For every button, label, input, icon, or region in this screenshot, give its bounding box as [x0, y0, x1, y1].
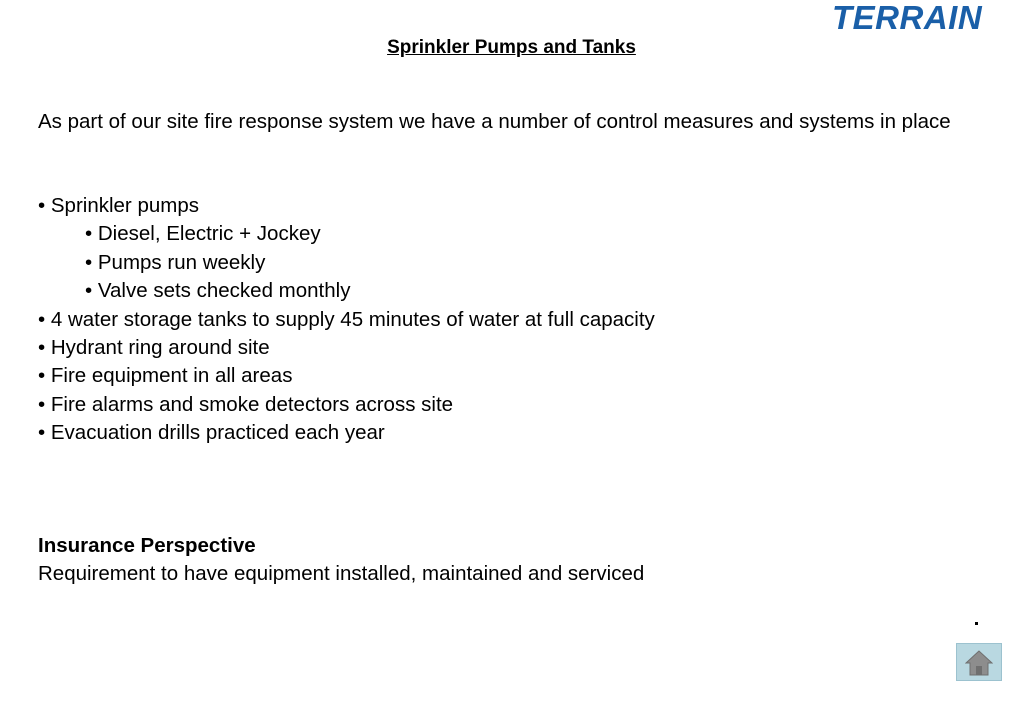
- bullet-item: • 4 water storage tanks to supply 45 minutes of water at full capacity: [38, 307, 655, 331]
- sub-bullet-item: • Diesel, Electric + Jockey: [85, 222, 321, 246]
- sub-bullet-item: • Valve sets checked monthly: [85, 279, 351, 303]
- home-button[interactable]: [956, 643, 1002, 681]
- bullet-item: • Fire alarms and smoke detectors across site: [38, 392, 454, 416]
- bullet-list: [38, 192, 655, 448]
- bullet-item: • Fire equipment in all areas: [38, 364, 293, 388]
- stray-dot: [975, 622, 978, 625]
- terrain-logo: TERRAIN: [832, 0, 983, 36]
- insurance-text: Requirement to have equipment installed, maintained and serviced: [38, 562, 645, 585]
- slide-title: Sprinkler Pumps and Tanks: [387, 37, 636, 58]
- insurance-heading: Insurance Perspective: [38, 534, 256, 557]
- home-icon: [965, 649, 993, 677]
- intro-paragraph: As part of our site fire response system we have a number of control measures and systems in place: [38, 110, 951, 133]
- sub-bullet-item: • Pumps run weekly: [85, 250, 266, 274]
- bullet-item: • Hydrant ring around site: [38, 336, 270, 360]
- bullet-item: • Evacuation drills practiced each year: [38, 421, 385, 445]
- bullet-item: • Sprinkler pumps: [38, 194, 199, 217]
